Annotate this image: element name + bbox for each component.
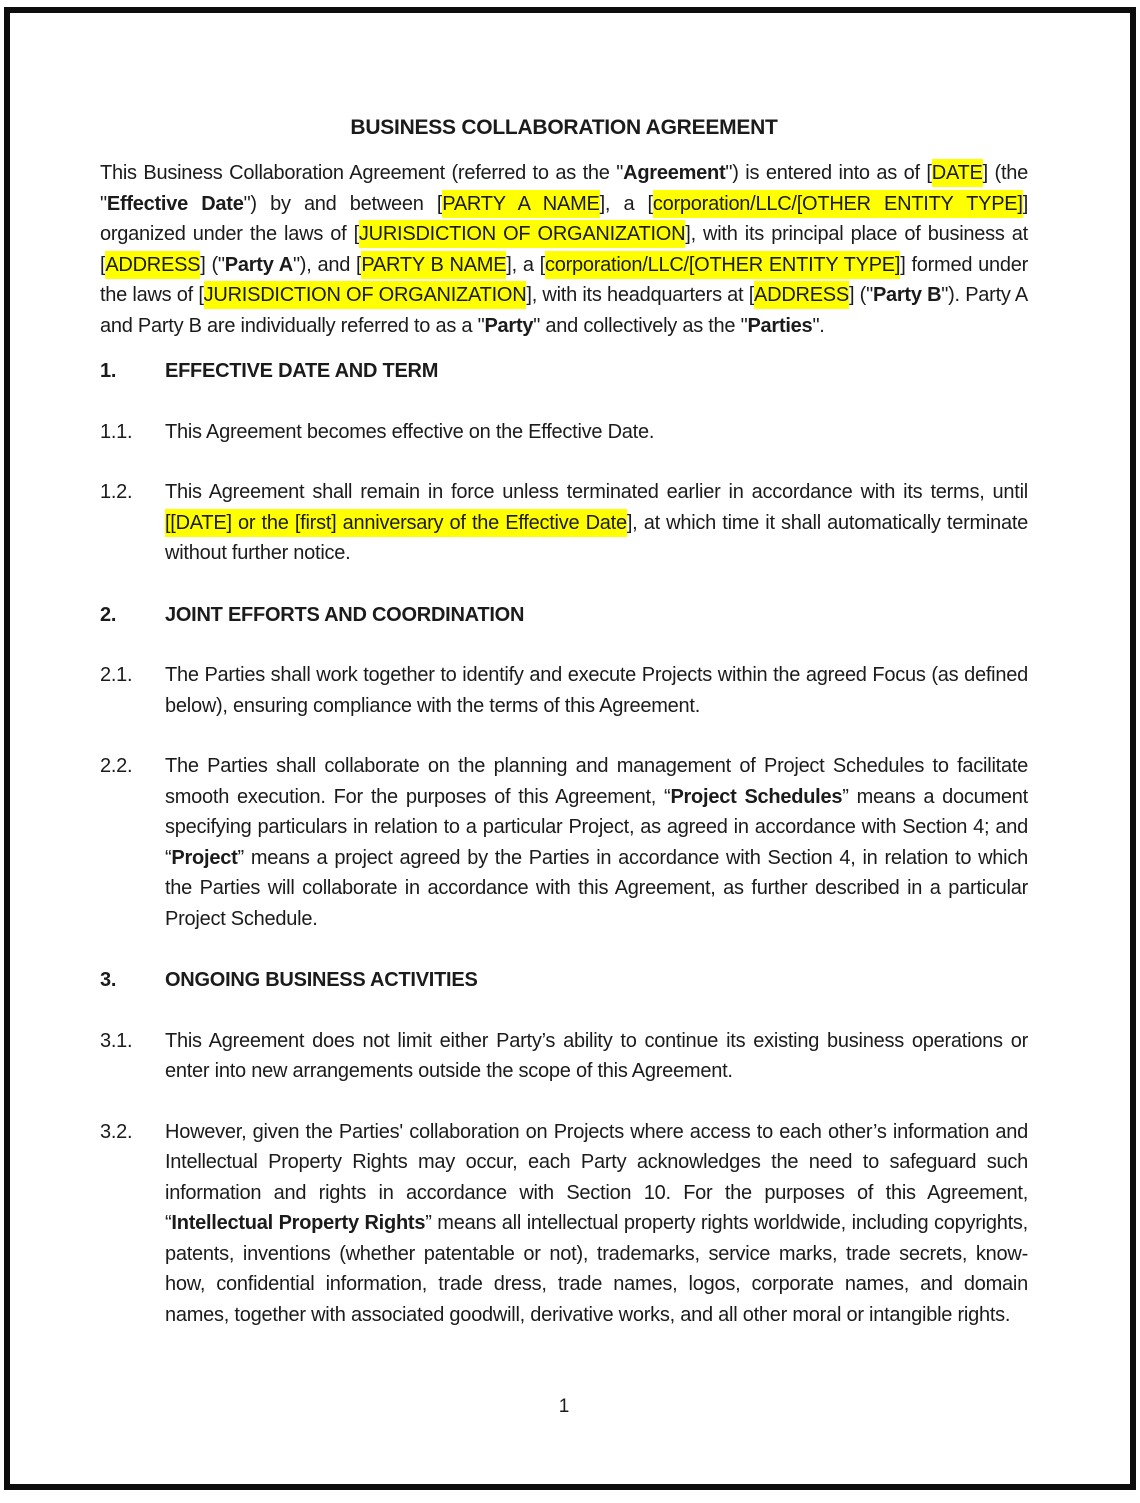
section-heading [100,965,1028,996]
section-title: EFFECTIVE DATE AND TERM [165,360,439,382]
placeholder-highlight: ADDRESS [754,281,849,309]
text-run: "), and [ [292,253,362,276]
text-run: ], with its headquarters at [ [526,284,755,306]
text-run: The Parties shall work together to identify and execute Projects within the agreed Focus (as defined below), ensuring compliance with the terms of this Agreement. [165,664,1028,717]
defined-term: Agreement [623,162,726,184]
text-run: ” means a document specifying particulars in relation to a particular Project, as agreed in accordance with Section 4; and “ [165,785,1028,869]
defined-term: Project [171,846,238,869]
defined-term: Party B [872,284,942,306]
text-run: ] (" [200,253,225,276]
clause-number: 1.1. [100,420,133,443]
clause-item [100,660,1028,721]
placeholder-highlight: [[DATE] or the [first] anniversary of the Effective Date [165,509,627,537]
text-run: ] (" [849,284,873,306]
text-run: ” means a project agreed by the Parties in accordance with Section 4, in relation to which the Parties will collaborate in accordance with this Agreement, as further described in a particular Project Schedule. [165,846,1028,930]
clause-item [100,477,1028,569]
placeholder-highlight: JURISDICTION OF ORGANIZATION [359,220,685,248]
text-run: ") by and between [ [243,192,443,215]
clause-number: 1.2. [100,481,133,503]
text-run: ], with its principal place of business at [ [100,223,1028,276]
text-run: ] (the " [100,162,1029,215]
defined-term: Parties [747,314,813,337]
text-run: This Business Collaboration Agreement (referred to as the " [100,162,624,184]
document-title: BUSINESS COLLABORATION AGREEMENT [350,116,778,139]
clause-item [100,751,1028,934]
defined-term: Party A [224,253,293,276]
section-title: ONGOING BUSINESS ACTIVITIES [165,969,478,991]
clause-text [165,755,1028,930]
clause-text [165,1121,1028,1326]
placeholder-highlight: JURISDICTION OF ORGANIZATION [204,281,527,309]
section-heading [100,600,1028,631]
clause-number: 2.1. [100,664,133,686]
intro-paragraph [100,158,1028,341]
section-heading [100,356,1028,387]
text-run: ], a [ [506,253,545,276]
text-run: The Parties shall collaborate on the planning and management of Project Schedules to facilitate smooth execution. For the purposes of this Agreement, “ [165,755,1028,808]
placeholder-highlight: ADDRESS [105,251,200,279]
section-number: 2. [100,603,117,626]
text-run: ] formed under the laws of [ [100,253,1029,306]
text-run: " and collectively as the " [533,314,748,337]
clause-item [100,1117,1028,1331]
text-run: ". [812,314,825,337]
sections-container [100,356,1028,1330]
page-number: 1 [558,1396,570,1417]
clause-text [165,481,1028,564]
text-run: "). Party A and Party B are individually referred to as a " [100,284,1028,337]
text-run: ], at which time it shall automatically terminate without further notice. [165,511,1029,564]
text-run: ” means all intellectual property rights worldwide, including copyrights, patents, inventions (whether patentable or not), trademarks, service marks, trade secrets, know-how, confidential information, trade dress, trade names, logos, corporate names, and domain names, together with associated goodwill, derivative works, and all other moral or intangible rights. [165,1212,1028,1326]
text-run: ] organized under the laws of [ [100,192,1029,245]
clause-number: 3.2. [100,1120,133,1143]
defined-term: Project Schedules [670,785,843,808]
placeholder-highlight: DATE [932,159,983,187]
placeholder-highlight: PARTY B NAME [361,251,506,279]
defined-term: Intellectual Property Rights [171,1212,426,1234]
clause-item [100,417,1028,448]
text-run: This Agreement becomes effective on the Effective Date. [165,420,655,443]
clause-text [165,664,1028,717]
defined-term: Party [484,314,534,337]
clause-item [100,1026,1028,1087]
section-number: 1. [100,360,117,382]
text-run: This Agreement does not limit either Party’s ability to continue its existing business operations or enter into new arrangements outside the scope of this Agreement. [165,1029,1028,1082]
defined-term: Effective Date [106,192,244,215]
clause-text [165,421,654,443]
clause-number: 2.2. [100,755,133,777]
clause-text [165,1030,1028,1083]
placeholder-highlight: corporation/LLC/[OTHER ENTITY TYPE] [653,190,1023,218]
text-run: ], a [ [599,192,653,215]
document-content [100,113,1028,1330]
clause-number: 3.1. [100,1029,133,1052]
text-run: This Agreement shall remain in force unless terminated earlier in accordance with its terms, until [165,481,1028,503]
section-number: 3. [100,969,117,991]
text-run: However, given the Parties' collaboration on Projects where access to each other’s information and Intellectual Property Rights may occur, each Party acknowledges the need to safeguard such information and rights in accordance with Section 10. For the purposes of this Agreement, “ [165,1120,1028,1234]
section-title: JOINT EFFORTS AND COORDINATION [165,603,525,626]
placeholder-highlight: PARTY A NAME [442,190,599,218]
placeholder-highlight: corporation/LLC/[OTHER ENTITY TYPE] [545,251,900,279]
text-run: ") is entered into as of [ [725,162,932,184]
